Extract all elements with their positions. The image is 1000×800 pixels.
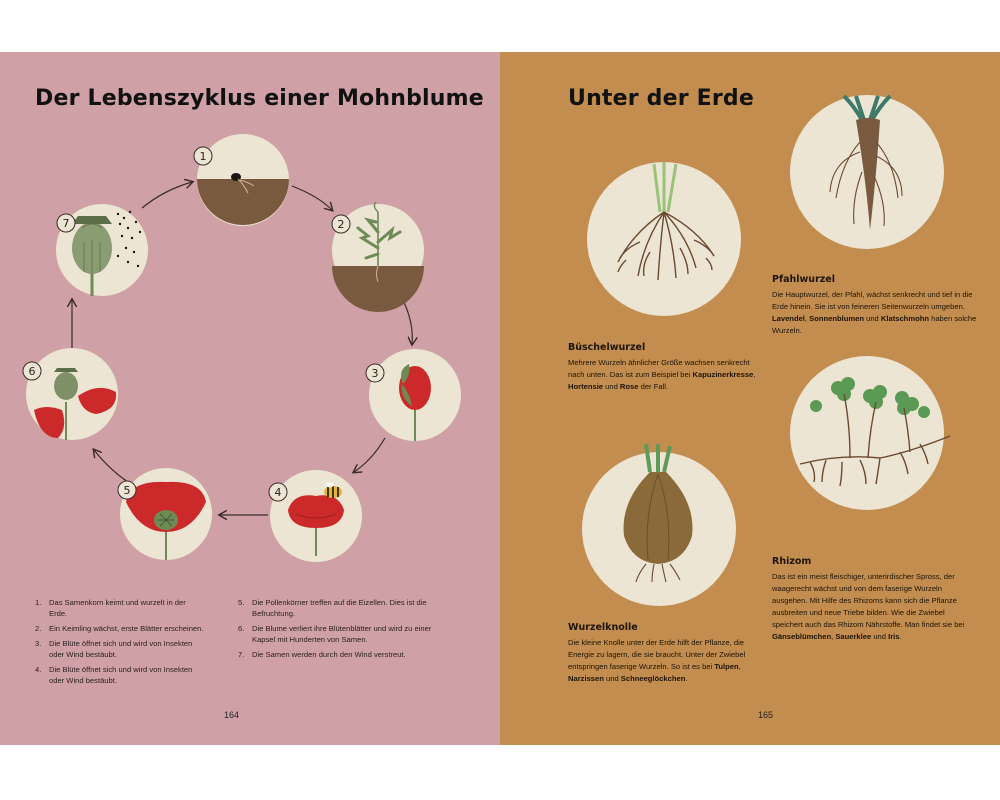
arrow-3-4 [354, 438, 385, 472]
page-number-right: 165 [758, 710, 774, 720]
step-badge-4 [269, 483, 287, 501]
svg-text:4: 4 [274, 486, 282, 499]
stage-4-flower-bee [270, 470, 362, 562]
heading-taproot: Pfahlwurzel [772, 274, 835, 285]
right-page [500, 52, 1000, 745]
step-badge-5 [118, 481, 136, 499]
heading-bulb: Wurzelknolle [568, 622, 638, 633]
arrow-7-1 [142, 182, 192, 208]
text-block-bulb [568, 622, 753, 685]
arrow-1-2 [292, 186, 332, 210]
list-item: 7. Die Samen werden durch den Wind verstreut. [238, 650, 406, 659]
step-badge-2 [332, 215, 350, 233]
step-list-second [238, 597, 438, 664]
text-block-taproot [772, 274, 977, 337]
step-badge-3 [366, 364, 384, 382]
body-bulb: Die kleine Knolle unter der Erde hilft der Pflanze, die Energie zu lagern, die sie braucht. Unter der Zwiebel entspringen faserige Wurzeln. So ist es bei Tulpen, Narzissen und Schneeglöckchen. [568, 638, 746, 683]
body-rhizome: Das ist ein meist fleischiger, unterirdischer Spross, der waagerecht wächst und von dem faserige Wurzeln ausgehen. Mit Hilfe des Rhizoms kann sich die Pflanze ausbreiten und neue Triebe bilden. Wie die Zwiebel speichert auch das Rhizom Nährstoffe. Man findet sie bei Gänseblümchen, Sauerklee und Iris. [772, 572, 965, 641]
arrow-2-3 [402, 298, 412, 344]
taproot-illustration [790, 95, 944, 249]
text-block-fibrous-root [568, 342, 763, 393]
list-item: 4. Die Blüte öffnet sich und wird von Insekten oder Wind bestäubt. [35, 665, 193, 685]
heading-fibrous-root: Büschelwurzel [568, 342, 646, 353]
stage-1-seed [197, 134, 289, 226]
list-item: 1. Das Samenkorn keimt und wurzelt in der Erde. [35, 598, 186, 618]
step-list-first [35, 597, 205, 690]
heading-rhizome: Rhizom [772, 556, 812, 567]
step-badge-7 [57, 214, 75, 232]
svg-text:1: 1 [199, 150, 207, 163]
list-item: 6. Die Blume verliert ihre Blütenblätter und wird zu einer Kapsel mit Hunderten von Samen. [238, 624, 432, 644]
stage-3-bud [369, 349, 461, 441]
svg-text:6: 6 [28, 365, 36, 378]
arrow-5-6 [94, 450, 128, 482]
svg-text:3: 3 [371, 367, 379, 380]
page-title-left: Der Lebenszyklus einer Mohnblume [35, 86, 484, 111]
body-fibrous-root: Mehrere Wurzeln ähnlicher Größe wachsen senkrecht nach unten. Das ist zum Beispiel bei Kapuzinerkresse, Hortensie und Rose der Fall. [568, 358, 756, 391]
left-page [0, 52, 500, 745]
stage-6-losing-petals [26, 348, 118, 440]
rhizome-illustration [790, 356, 950, 510]
step-badge-6 [23, 362, 41, 380]
stage-5-open-flower [120, 468, 212, 560]
page-number-left: 164 [224, 710, 240, 720]
fibrous-root-illustration [587, 162, 741, 316]
text-block-rhizome [772, 556, 977, 643]
svg-text:7: 7 [62, 217, 70, 230]
list-item: 2. Ein Keimling wächst, erste Blätter erscheinen. [35, 624, 204, 633]
svg-text:5: 5 [123, 484, 131, 497]
body-taproot: Die Hauptwurzel, der Pfahl, wächst senkrecht und tief in die Erde hinein. Sie ist von feineren Seitenwurzeln umgeben. Lavendel, Sonnenblumen und Klatschmohn haben solche Wurzeln. [772, 290, 977, 335]
svg-text:2: 2 [337, 218, 345, 231]
bulb-illustration [582, 444, 736, 606]
step-badge-1 [194, 147, 212, 165]
page-title-right: Unter der Erde [568, 86, 754, 111]
list-item: 3. Die Blüte öffnet sich und wird von Insekten oder Wind bestäubt. [35, 639, 193, 659]
list-item: 5. Die Pollenkörner treffen auf die Eizellen. Dies ist die Befruchtung. [238, 598, 427, 618]
